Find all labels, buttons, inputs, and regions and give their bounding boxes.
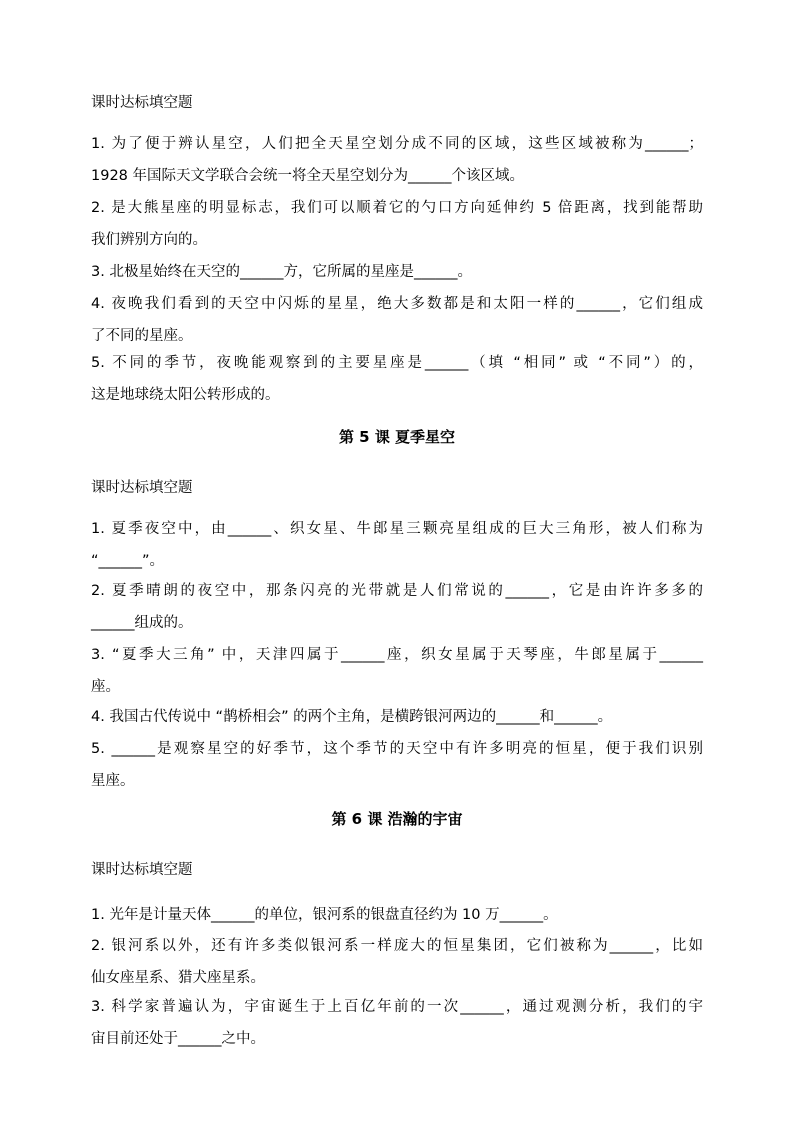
question-item [91,288,703,352]
question-item [91,192,703,256]
question-line: 1. 夏季夜空中，由______、织女星、牛郎星三颗亮星组成的巨大三角形，被人们称为 [91,521,703,537]
question-line: 1. 为了便于辨认星空，人们把全天星空划分成不同的区域，这些区域被称为______； [91,136,703,152]
question-item [91,733,703,797]
question-line: ______组成的。 [91,615,193,631]
question-item [91,899,703,931]
question-item [91,991,703,1055]
question-item [91,930,703,994]
question-item [91,701,703,733]
question-line: 1. 光年是计量天体______的单位，银河系的银盘直径约为 10 万______。 [91,907,558,923]
question-item [91,256,703,288]
question-item [91,639,703,703]
question-line: 3. “夏季大三角” 中，天津四属于______座，织女星属于天琴座，牛郎星属于______ [91,647,703,663]
question-item [91,513,703,577]
question-line: 宙目前还处于______之中。 [91,1031,265,1047]
section-title: 第 5 课 夏季星空 [338,428,456,446]
question-line: 5. ______是观察星空的好季节，这个季节的天空中有许多明亮的恒星，便于我们识别 [91,741,703,757]
question-line: 5. 不同的季节，夜晚能观察到的主要星座是______（填 “相同” 或 “不同”）的， [91,355,703,371]
question-line: 仙女座星系、猎犬座星系。 [91,970,265,986]
section-subtitle: 课时达标填空题 [91,480,193,496]
question-line: 3. 科学家普遍认为，宇宙诞生于上百亿年前的一次______，通过观测分析，我们的宇 [91,999,703,1015]
question-line: 座。 [91,679,120,695]
question-line: 2. 银河系以外，还有许多类似银河系一样庞大的恒星集团，它们被称为______，比如 [91,938,703,954]
question-line: 3. 北极星始终在天空的______方，它所属的星座是______。 [91,264,472,280]
question-line: 4. 夜晚我们看到的天空中闪烁的星星，绝大多数都是和太阳一样的______，它们组成 [91,296,703,312]
question-line: 我们辨别方向的。 [91,232,207,248]
question-line: 1928 年国际天文学联合会统一将全天星空划分为______个该区域。 [91,168,525,184]
question-line: 2. 是大熊星座的明显标志，我们可以顺着它的勺口方向延伸约 5 倍距离，找到能帮助 [91,200,703,216]
question-line: “______”。 [91,553,165,569]
question-item [91,128,703,192]
question-item [91,347,703,411]
section-subtitle: 课时达标填空题 [91,862,193,878]
question-line: 2. 夏季晴朗的夜空中，那条闪亮的光带就是人们常说的______，它是由许许多多的 [91,583,703,599]
question-line: 星座。 [91,773,135,789]
section-subtitle: 课时达标填空题 [91,95,193,111]
section-title: 第 6 课 浩瀚的宇宙 [331,810,463,828]
question-line: 4. 我国古代传说中 “鹊桥相会” 的两个主角，是横跨银河两边的______和______。 [91,709,613,725]
question-line: 这是地球绕太阳公转形成的。 [91,387,280,403]
question-line: 了不同的星座。 [91,328,193,344]
question-item [91,575,703,639]
